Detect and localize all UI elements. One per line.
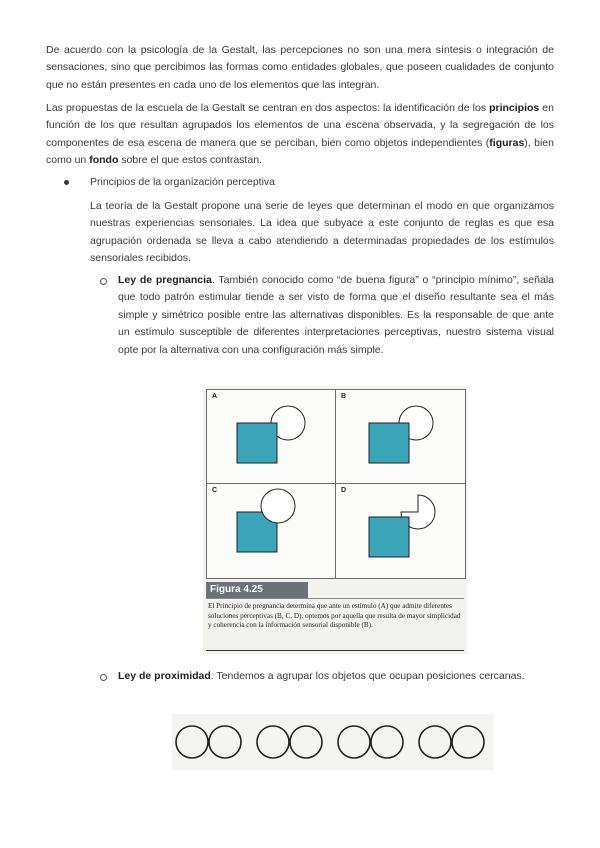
circle-mark (209, 726, 241, 758)
bullet-principios-organizacion: Principios de la organización perceptiva (90, 176, 276, 188)
law-proximidad-title: Ley de proximidad (118, 670, 211, 682)
circle-mark (452, 726, 484, 758)
circle-over-square-c-illustration (207, 484, 335, 578)
figure-cell-d (336, 484, 465, 578)
square-circle-overlap-a-illustration (207, 390, 335, 483)
separate-square-pacman-d-illustration (336, 484, 465, 578)
sub-bullet-circle-icon (100, 278, 107, 285)
text-segment: en función de los que resultan agrupados los elementos de una escena observada, y la segregación de los componentes de esa escena de manera que se perciban, bien como objetos independientes ( (46, 102, 554, 149)
cell-label: A (212, 393, 218, 400)
law-pregnancia-paragraph (118, 272, 554, 359)
figure-grid (206, 389, 466, 579)
circle-pairs-illustration (172, 714, 494, 770)
proximity-circles-image (172, 714, 494, 770)
bullet-dot-icon (64, 180, 69, 185)
figure-bottom-divider (206, 650, 464, 651)
figure-cell-a (207, 390, 336, 484)
figure-title: Figura 4.25 (206, 582, 308, 598)
law-pregnancia-text: . También conocido como “de buena figura” o “principio mínimo”, señala que todo patrón estimular tiende a ser visto de forma que el diseño resultante sea el más simple y simétrico posible entre las alternativas disponibles. Es la responsable de que ante un estímulo susceptible de diferentes interpretaciones perceptivas, nuestro sistema visual opte por la alternativa con una configuración más simple. (118, 274, 554, 356)
sub-bullet-circle-icon (100, 674, 107, 681)
circle-mark (338, 726, 370, 758)
laws-intro-paragraph: La teoría de la Gestalt propone una serie de leyes que determinan el modo en que organizamos nuestras experiencias sensoriales. La idea que subyace a este conjunto de reglas es que esa agrupación ordenada se lleva a cabo atendiendo a determinadas propiedades de los estímulos sensoriales recibidos. (90, 200, 554, 265)
law-pregnancia-title: Ley de pregnancia (118, 274, 212, 286)
figure-divider (206, 598, 464, 599)
text-segment: Las propuestas de la escuela de la Gestalt se centran en dos aspectos: la identificación de los (46, 102, 490, 114)
gestalt-aspects-paragraph (46, 100, 554, 170)
cell-label: B (341, 393, 347, 400)
square-over-circle-b-illustration (336, 390, 465, 483)
figure-pregnancia (203, 386, 467, 654)
figure-caption: El Principio de pregnancia determina que ante un estímulo (A) que admite diferentes soluciones perceptivas (B, C, D), optemos por aquella que resulta de mayor simplicidad y coherencia con la información sensorial disponible (B). (208, 602, 461, 630)
intro-paragraph: De acuerdo con la psicología de la Gestalt, las percepciones no son una mera síntesis o integración de sensaciones, sino que percibimos las formas como entidades globales, que poseen cualidades de conjunto que no están presentes en cada uno de los elementos que las integran. (46, 44, 554, 91)
circle-mark (176, 726, 208, 758)
text-segment: ), bien como un (46, 136, 554, 167)
circle-mark (257, 726, 289, 758)
cell-label: D (341, 487, 347, 494)
law-proximidad-paragraph (118, 668, 554, 685)
figure-cell-c (207, 484, 336, 578)
circle-mark (419, 726, 451, 758)
text-segment: sobre el que estos contrastan. (118, 154, 262, 167)
law-proximidad-text: . Tendemos a agrupar los objetos que ocupan posiciones cercanas. (210, 670, 525, 682)
circle-mark (371, 726, 403, 758)
figure-cell-b (336, 390, 465, 484)
bold-term-figuras: figuras (489, 136, 525, 149)
circle-mark (290, 726, 322, 758)
bold-term-fondo: fondo (89, 154, 119, 167)
bold-term-principios: principios (489, 102, 540, 114)
cell-label: C (212, 487, 218, 494)
